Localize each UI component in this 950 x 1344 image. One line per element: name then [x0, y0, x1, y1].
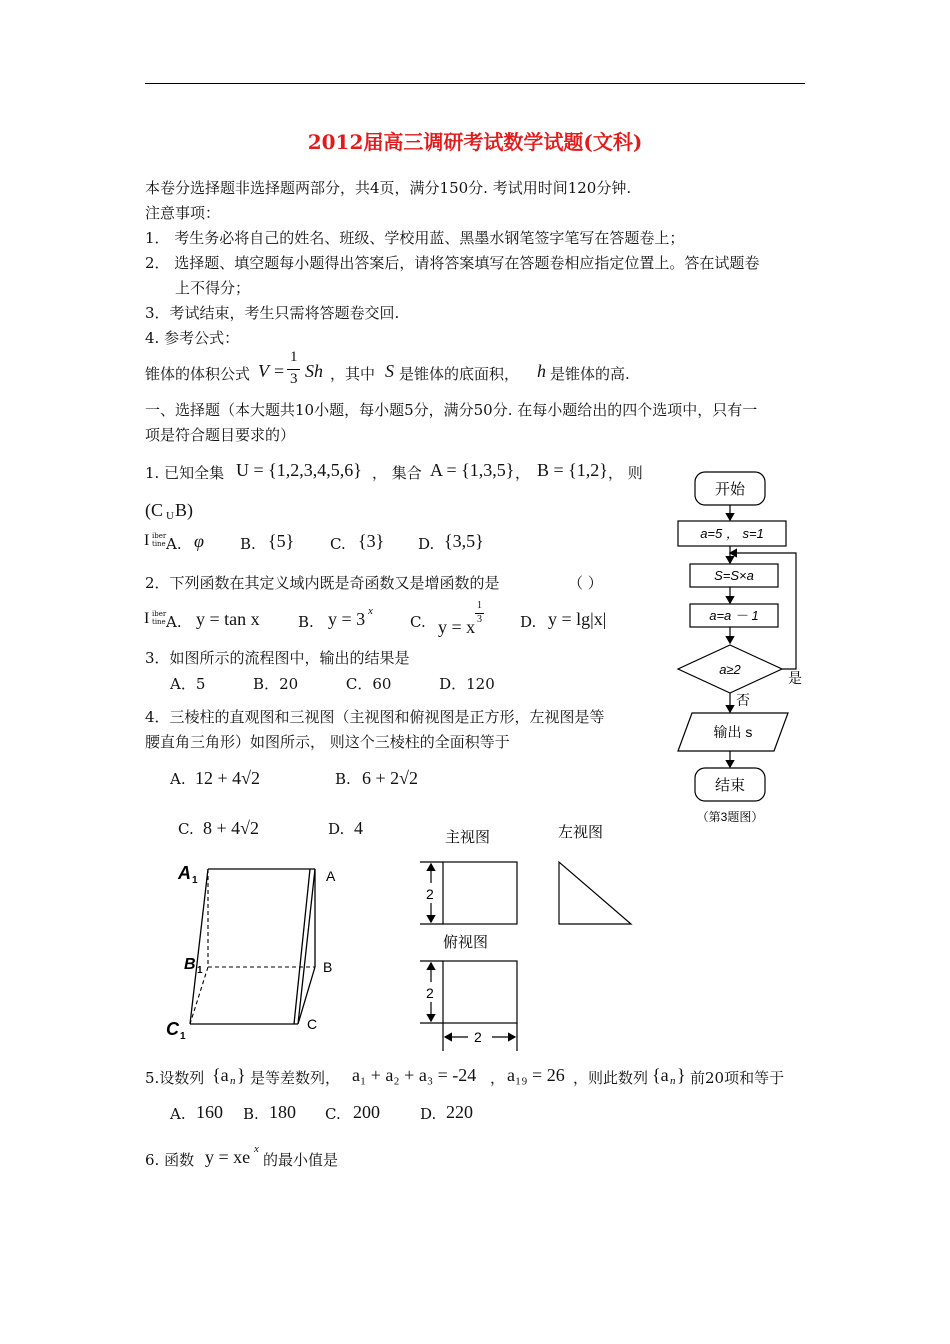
q5-opt-A-val: 160 [196, 1102, 223, 1122]
q1-opt-D-val: {3,5} [444, 531, 484, 551]
q4-opt-B: B. [335, 770, 351, 788]
q2-stem: 2．下列函数在其定义域内既是奇函数又是增函数的是 [145, 574, 500, 592]
q5-an-2: {a [652, 1065, 669, 1085]
header-rule [145, 83, 805, 84]
flowchart [660, 465, 810, 835]
q1-opt-A-val: φ [194, 531, 204, 551]
q1-A-set: A = {1,3,5} [430, 460, 515, 480]
left-view-label: 左视图 [558, 824, 604, 841]
q5-opt-C-val: 200 [353, 1102, 380, 1122]
note-1: 1． 考生务必将自己的姓名、班级、学校用蓝、黑墨水钢笔签字笔写在答题卷上； [145, 229, 685, 247]
formula-Sh: Sh [305, 361, 323, 381]
q3-options: A．5 B．20 C．60 D．120 [170, 675, 495, 693]
flow-caption: （第3题图） [696, 810, 764, 824]
formula-eq: = [274, 361, 285, 381]
q5-an-2-sub: n [670, 1075, 676, 1087]
q2-marker-L: I [144, 610, 150, 627]
formula-mid: ，其中 [330, 365, 376, 383]
q1-expr-end: B) [175, 500, 193, 520]
edge-A1-C1 [190, 869, 208, 1024]
formula-prefix: 锥体的体积公式 [145, 365, 251, 383]
formula-mid2: 是锥体的底面积， [399, 365, 520, 383]
q4-opt-A: A. [170, 770, 186, 788]
q1-marker-L: I [144, 532, 150, 549]
front-view-square [443, 862, 517, 924]
q5-an: {a [212, 1065, 229, 1085]
q3-stem: 3．如图所示的流程图中，输出的结果是 [145, 649, 410, 667]
intro-text: 本卷分选择题非选择题两部分，共4页，满分150分. 考试用时间120分钟. [145, 179, 632, 197]
q2-opt-B-sup: x [368, 605, 373, 617]
q2-opt-C: C. [410, 613, 426, 631]
flow-step2-label: a=a － 1 [709, 608, 759, 623]
q5-sep: ， [490, 1069, 506, 1087]
q5-opt-C: C. [325, 1105, 341, 1123]
q6-stem-b: 的最小值是 [263, 1151, 339, 1169]
q4-opt-C-val: 8 + 4√2 [203, 818, 260, 838]
label-C: C [307, 1016, 318, 1032]
note-3: 3．考试结束，考生只需将答题卷交回. [145, 304, 400, 322]
formula-den: 3 [290, 371, 298, 387]
q5-eq2: a₁₉ = 26 [507, 1065, 565, 1085]
label-B1: B [184, 956, 196, 973]
q2-marker-bottom: tine [152, 618, 166, 626]
q2-opt-C-num: 1 [477, 600, 482, 611]
flow-no-label: 否 [736, 692, 750, 708]
q1-expr-sub: U [166, 510, 174, 522]
formula-V: V [258, 361, 269, 381]
top-view-dim-vertical: 2 [426, 985, 434, 1001]
q2-opt-B-val: y = 3 [328, 609, 366, 629]
q6-func-sup: x [254, 1143, 259, 1155]
note-2-cont: 上不得分； [175, 279, 251, 297]
left-view-triangle [559, 862, 631, 924]
section1-line2: 项是符合题目要求的） [145, 426, 296, 444]
q1-sep: ， [515, 464, 531, 482]
q6-stem-a: 6. 函数 [145, 1151, 195, 1169]
note-4: 4. 参考公式： [145, 329, 240, 347]
q5-opt-D: D. [420, 1105, 437, 1123]
q5-opt-A: A. [170, 1105, 186, 1123]
formula-num: 1 [290, 349, 298, 365]
q1-B-set: B = {1,2} [537, 460, 608, 480]
q1-opt-C-val: {3} [358, 531, 385, 551]
exam-title: 2012届高三调研考试数学试题(文科) [307, 130, 643, 154]
label-C1-sub: 1 [180, 1031, 186, 1042]
note-2: 2． 选择题、填空题每小题得出答案后，请将答案填写在答题卷相应指定位置上。答在试题卷 [145, 254, 760, 272]
label-B1-sub: 1 [197, 965, 203, 976]
q2-opt-B: B. [298, 613, 314, 631]
q1-U-set: U = {1,2,3,4,5,6} [236, 460, 362, 480]
top-view-dim-horizontal: 2 [474, 1029, 482, 1045]
q5-opt-D-val: 220 [446, 1102, 473, 1122]
q5-stem-c: ，则此数列 [573, 1069, 649, 1087]
prism-diagram [160, 855, 360, 1045]
front-view-dim: 2 [426, 886, 434, 902]
q5-stem-d: 前20项和等于 [690, 1069, 785, 1087]
q4-stem-1: 4．三棱柱的直观图和三视图（主视图和俯视图是正方形，左视图是等 [145, 708, 605, 726]
label-A1-sub: 1 [192, 875, 198, 886]
q1-marker-bottom: tine [152, 540, 166, 548]
q1-stem-a: 1. 已知全集 [145, 464, 225, 482]
q2-opt-A: A. [166, 613, 182, 631]
q5-opt-B: B. [243, 1105, 259, 1123]
flow-init-label: a=5 ， s=1 [700, 526, 764, 541]
q2-opt-D-val: y = lg|x| [548, 609, 607, 629]
q4-stem-2: 腰直角三角形）如图所示， 则这个三棱柱的全面积等于 [145, 733, 510, 751]
three-views-diagram [410, 815, 650, 1060]
section1-line1: 一、选择题（本大题共10小题，每小题5分，满分50分. 在每小题给出的四个选项中，只有一 [145, 401, 758, 419]
flow-step1-label: S=S×a [714, 568, 754, 583]
q1-opt-B: B. [240, 535, 256, 553]
formula-S: S [385, 361, 394, 381]
q2-opt-C-den: 3 [477, 614, 482, 625]
q2-opt-A-val: y = tan x [196, 609, 260, 629]
q2-opt-C-val: y = x [438, 617, 476, 637]
q5-an-end: } [237, 1065, 246, 1085]
q1-opt-D: D. [418, 535, 435, 553]
q5-an-2-end: } [677, 1065, 686, 1085]
q4-opt-D: D. [328, 820, 345, 838]
formula-h: h [537, 361, 546, 381]
q5-an-sub: n [230, 1075, 236, 1087]
flow-yes-label: 是 [788, 670, 802, 686]
fraction-bar [287, 369, 300, 370]
label-C1: C [166, 1019, 179, 1039]
q1-marker-top: iber [152, 532, 167, 540]
q2-paren: （ ） [568, 574, 603, 592]
top-view-square [443, 961, 517, 1023]
top-view-label: 俯视图 [443, 934, 489, 951]
q5-eq1: a₁ + a₂ + a₃ = -24 [352, 1065, 477, 1085]
edge-A-C [298, 869, 315, 1024]
q1-stem-c: ， 则 [608, 464, 643, 482]
front-view-label: 主视图 [445, 829, 491, 846]
q5-stem-a: 5.设数列 [145, 1069, 205, 1087]
edge-A-C-inner [294, 869, 310, 1024]
label-A: A [326, 868, 336, 884]
q2-marker-top: iber [152, 610, 167, 618]
q5-opt-B-val: 180 [269, 1102, 296, 1122]
label-B: B [323, 959, 333, 975]
notes-heading: 注意事项： [145, 204, 221, 222]
q1-opt-B-val: {5} [268, 531, 295, 551]
q4-opt-A-val: 12 + 4√2 [195, 768, 261, 788]
q4-opt-D-val: 4 [354, 818, 363, 838]
q1-opt-C: C. [330, 535, 346, 553]
q1-stem-b: ， 集合 [372, 464, 422, 482]
q4-opt-C: C. [178, 820, 194, 838]
flow-output-label: 输出 s [713, 724, 753, 740]
flow-cond-label: a≥2 [719, 662, 741, 677]
flow-start-label: 开始 [714, 481, 746, 498]
q5-stem-b: 是等差数列， [250, 1069, 341, 1087]
q2-opt-D: D. [520, 613, 537, 631]
flow-end-label: 结束 [714, 777, 746, 794]
label-A1: A [178, 863, 191, 883]
q4-opt-B-val: 6 + 2√2 [362, 768, 419, 788]
q1-expr: (C [145, 500, 163, 520]
q1-opt-A: A. [166, 535, 182, 553]
formula-suffix: 是锥体的高. [550, 365, 630, 383]
q6-func: y = xe [205, 1147, 251, 1167]
